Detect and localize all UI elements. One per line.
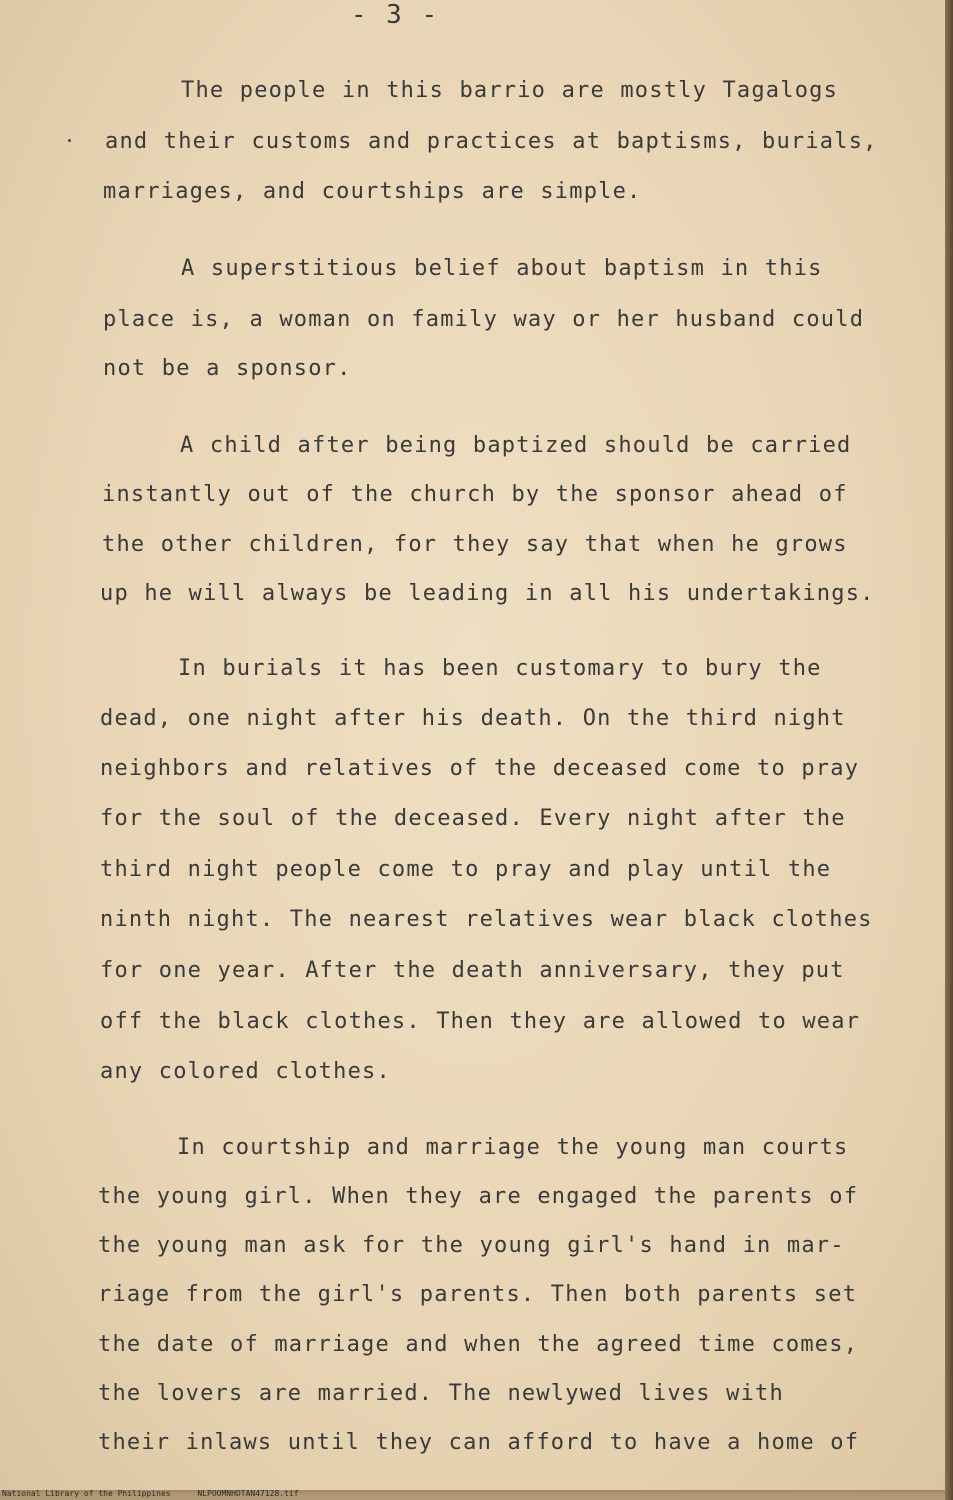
text-line: In burials it has been customary to bury the bbox=[178, 656, 822, 681]
text-line: A superstitious belief about baptism in this bbox=[181, 256, 823, 281]
text-line: not be a sponsor. bbox=[103, 356, 352, 381]
text-line: any colored clothes. bbox=[100, 1059, 391, 1084]
text-line: up he will always be leading in all his undertakings. bbox=[100, 581, 875, 606]
footer-file: NLPOOMNHDTAN47128.tif bbox=[197, 1489, 299, 1498]
text-line: their inlaws until they can afford to have a home of bbox=[98, 1430, 860, 1455]
text-line: the lovers are married. The newlywed lives with bbox=[98, 1381, 784, 1406]
text-line: dead, one night after his death. On the third night bbox=[100, 706, 846, 731]
text-line: riage from the girl's parents. Then both parents set bbox=[98, 1282, 858, 1307]
text-line: the young girl. When they are engaged the parents of bbox=[98, 1184, 859, 1209]
text-line: In courtship and marriage the young man courts bbox=[177, 1135, 849, 1160]
text-line: place is, a woman on family way or her husband could bbox=[103, 307, 865, 332]
text-line: for one year. After the death anniversary, they put bbox=[100, 958, 845, 983]
text-line: the other children, for they say that when he grows bbox=[102, 532, 848, 557]
text-line: and their customs and practices at baptisms, burials, bbox=[105, 129, 878, 154]
page-edge bbox=[945, 0, 953, 1500]
text-line: ninth night. The nearest relatives wear black clothes bbox=[100, 907, 873, 932]
text-line: neighbors and relatives of the deceased come to pray bbox=[100, 756, 860, 781]
text-line: the date of marriage and when the agreed time comes, bbox=[98, 1332, 859, 1357]
text-line: instantly out of the church by the sponsor ahead of bbox=[102, 482, 848, 507]
text-line: The people in this barrio are mostly Tagalogs bbox=[181, 78, 839, 103]
text-line: third night people come to pray and play until the bbox=[100, 857, 832, 882]
text-line: A child after being baptized should be carried bbox=[180, 433, 852, 458]
footer-library: National Library of the Philippines bbox=[2, 1489, 171, 1498]
text-line: for the soul of the deceased. Every night after the bbox=[100, 806, 846, 831]
text-line: the young man ask for the young girl's hand in mar- bbox=[98, 1233, 845, 1258]
text-line: marriages, and courtships are simple. bbox=[103, 179, 642, 204]
text-line: off the black clothes. Then they are allowed to wear bbox=[100, 1009, 861, 1034]
page-number: - 3 - bbox=[350, 0, 440, 30]
scan-footer bbox=[2, 1489, 321, 1498]
margin-mark bbox=[68, 139, 71, 142]
